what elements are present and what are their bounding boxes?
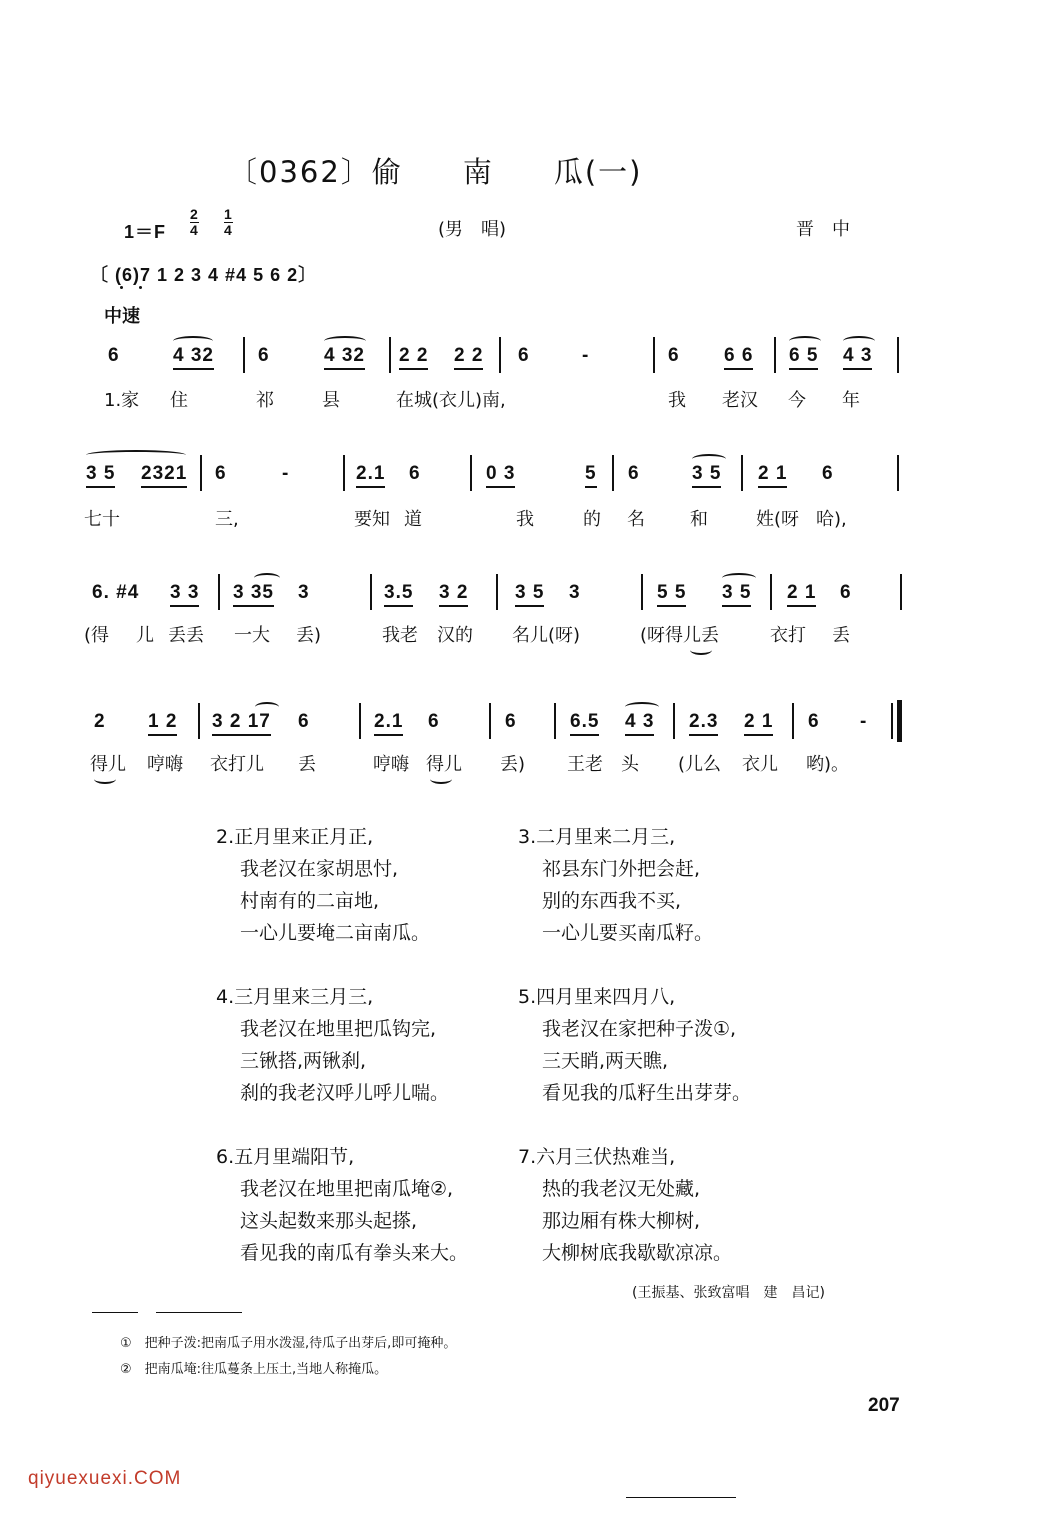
slur — [722, 573, 756, 583]
barline — [343, 455, 345, 491]
lyrics-row-3: (得 儿 丢丢 一大 丢) 我老 汉的 名儿(呀) (呀得儿丢 衣打 丢 — [84, 625, 850, 646]
note: 6 — [628, 463, 640, 484]
lyrics-row-1: 1.家 住 祁 县 在城(衣儿)南, 我 老汉 今 年 — [104, 390, 860, 411]
note: 4 32 — [173, 345, 214, 370]
barline — [470, 455, 472, 491]
low-dot — [139, 286, 142, 289]
footnote-2: ② 把南瓜埯:往瓜蔓条上压土,当地人称掩瓜。 — [120, 1362, 388, 1377]
note: 2 1 — [787, 582, 816, 607]
barline — [741, 455, 743, 491]
note: - — [282, 463, 290, 484]
footnote-rule — [156, 1312, 242, 1313]
note: 6 — [668, 345, 680, 366]
barline — [612, 455, 614, 491]
note: 3 5 — [515, 582, 544, 607]
slur — [255, 702, 279, 712]
note: 6 — [840, 582, 852, 603]
note: 3 5 — [86, 463, 115, 488]
note: 2 1 — [744, 711, 773, 736]
barline — [554, 703, 556, 739]
barline — [389, 337, 391, 373]
note: 6 — [409, 463, 421, 484]
tempo-marking: 中速 — [104, 306, 140, 327]
note: 6 — [298, 711, 310, 732]
barline — [243, 337, 245, 373]
key-signature: 1＝F — [124, 222, 167, 242]
slur — [789, 336, 821, 346]
note: 6. #4 — [92, 582, 140, 603]
region-label: 晋 中 — [796, 219, 850, 240]
lyrics-row-2: 七十 三, 要知 道 我 的 名 和 姓(呀 哈), — [84, 509, 847, 530]
ligature — [94, 774, 116, 784]
note: 2.1 — [356, 463, 385, 488]
note: 4 3 — [843, 345, 872, 370]
barline — [489, 703, 491, 739]
note: 5 5 — [657, 582, 686, 607]
barline — [641, 574, 643, 610]
barline — [200, 455, 202, 491]
verse-3: 3.二月里来二月三, 祁县东门外把会赶, 别的东西我不买, 一心儿要买南瓜籽。 — [518, 826, 714, 944]
note: - — [860, 711, 868, 732]
score-row-2 — [0, 463, 1064, 493]
verse-2: 2.正月里来正月正, 我老汉在家胡思忖, 村南有的二亩地, 一心儿要埯二亩南瓜。 — [216, 826, 431, 944]
note: 6 — [518, 345, 530, 366]
barline — [774, 337, 776, 373]
note: 3 5 — [692, 463, 721, 488]
note: 5 — [585, 463, 597, 488]
barline — [770, 574, 772, 610]
slur — [692, 454, 726, 464]
slur — [173, 336, 213, 346]
verse-7: 7.六月三伏热难当, 热的我老汉无处藏, 那边厢有株大柳树, 大柳树底我歇歇凉凉。 — [518, 1146, 733, 1264]
note: 4 32 — [324, 345, 365, 370]
note: 0 3 — [486, 463, 515, 488]
barline — [900, 574, 902, 610]
note: 6 — [822, 463, 834, 484]
slur — [86, 450, 186, 460]
note: 2.1 — [374, 711, 403, 736]
barline — [653, 337, 655, 373]
page-number: 207 — [868, 1395, 900, 1416]
barline — [218, 574, 220, 610]
note: 3 3 — [170, 582, 199, 607]
footnote-rule — [92, 1312, 138, 1313]
note: 2.3 — [689, 711, 718, 736]
barline — [370, 574, 372, 610]
time-signature-1: 2 4 — [190, 206, 199, 238]
note: 2 — [94, 711, 106, 732]
score-row-1 — [0, 345, 1064, 375]
note: 3.5 — [384, 582, 413, 607]
barline — [198, 703, 200, 739]
credit-line: (王振基、张致富唱 建 昌记) — [632, 1285, 825, 1301]
barline — [897, 337, 899, 373]
title-char-1: 偷 — [371, 155, 403, 189]
verse-4: 4.三月里来三月三, 我老汉在地里把瓜钩完, 三锹搭,两锹刹, 刹的我老汉呼儿呼儿喘。 — [216, 986, 450, 1104]
note: 2 2 — [399, 345, 428, 370]
note: 4 3 — [625, 711, 654, 736]
barline — [673, 703, 675, 739]
barline — [897, 455, 899, 491]
note: 6 — [258, 345, 270, 366]
title-char-2: 南 — [462, 155, 494, 189]
slur — [254, 573, 280, 583]
singer-label: (男 唱) — [438, 219, 507, 240]
note: 2321 — [141, 463, 187, 488]
page-title — [228, 150, 643, 191]
note: 3 — [569, 582, 581, 603]
barline — [792, 703, 794, 739]
footnote-1: ① 把种子泼:把南瓜子用水泼湿,待瓜子出芽后,即可掩种。 — [120, 1336, 457, 1351]
note: 3 — [298, 582, 310, 603]
note: - — [582, 345, 590, 366]
score-row-4 — [0, 711, 1064, 741]
barline — [496, 574, 498, 610]
final-barline — [897, 700, 902, 742]
barline — [499, 337, 501, 373]
note: 6 — [505, 711, 517, 732]
note: 6.5 — [570, 711, 599, 736]
note: 6 6 — [724, 345, 753, 370]
title-number: 〔0362〕 — [228, 155, 372, 189]
note: 6 5 — [789, 345, 818, 370]
slur — [843, 336, 875, 346]
note: 3 35 — [233, 582, 274, 607]
ligature — [690, 645, 712, 655]
title-suffix: (一) — [584, 155, 643, 189]
verse-6: 6.五月里端阳节, 我老汉在地里把南瓜埯②, 这头起数来那头起搽, 看见我的南瓜有拳头来大。 — [216, 1146, 469, 1264]
note: 6 — [108, 345, 120, 366]
site-watermark: qiyuexuexi.COM — [28, 1468, 182, 1489]
barline — [891, 703, 893, 739]
note: 3 2 17 — [212, 711, 271, 736]
time-signature-2: 1 4 — [224, 206, 233, 238]
verse-5: 5.四月里来四月八, 我老汉在家把种子泼①, 三天睄,两天瞧, 看见我的瓜籽生出芽芽。 — [518, 986, 752, 1104]
title-char-3: 瓜 — [553, 155, 585, 189]
note: 3 5 — [722, 582, 751, 607]
low-dot — [120, 286, 123, 289]
note: 6 — [215, 463, 227, 484]
intro-scale: 〔 (6)7 1 2 3 4 #4 5 6 2〕 — [90, 265, 318, 285]
score-row-3 — [0, 582, 1064, 612]
note: 2 1 — [758, 463, 787, 488]
slur — [324, 336, 366, 346]
lyrics-row-4: 得儿 哼嗨 衣打儿 丢 哼嗨 得儿 丢) 王老 头 (儿么 衣儿 哟)。 — [90, 754, 850, 775]
note: 3 2 — [439, 582, 468, 607]
note: 6 — [428, 711, 440, 732]
note: 2 2 — [454, 345, 483, 370]
note: 6 — [808, 711, 820, 732]
slur — [625, 702, 659, 712]
barline — [359, 703, 361, 739]
bottom-rule — [626, 1497, 736, 1498]
ligature — [430, 774, 452, 784]
note: 1 2 — [148, 711, 177, 736]
